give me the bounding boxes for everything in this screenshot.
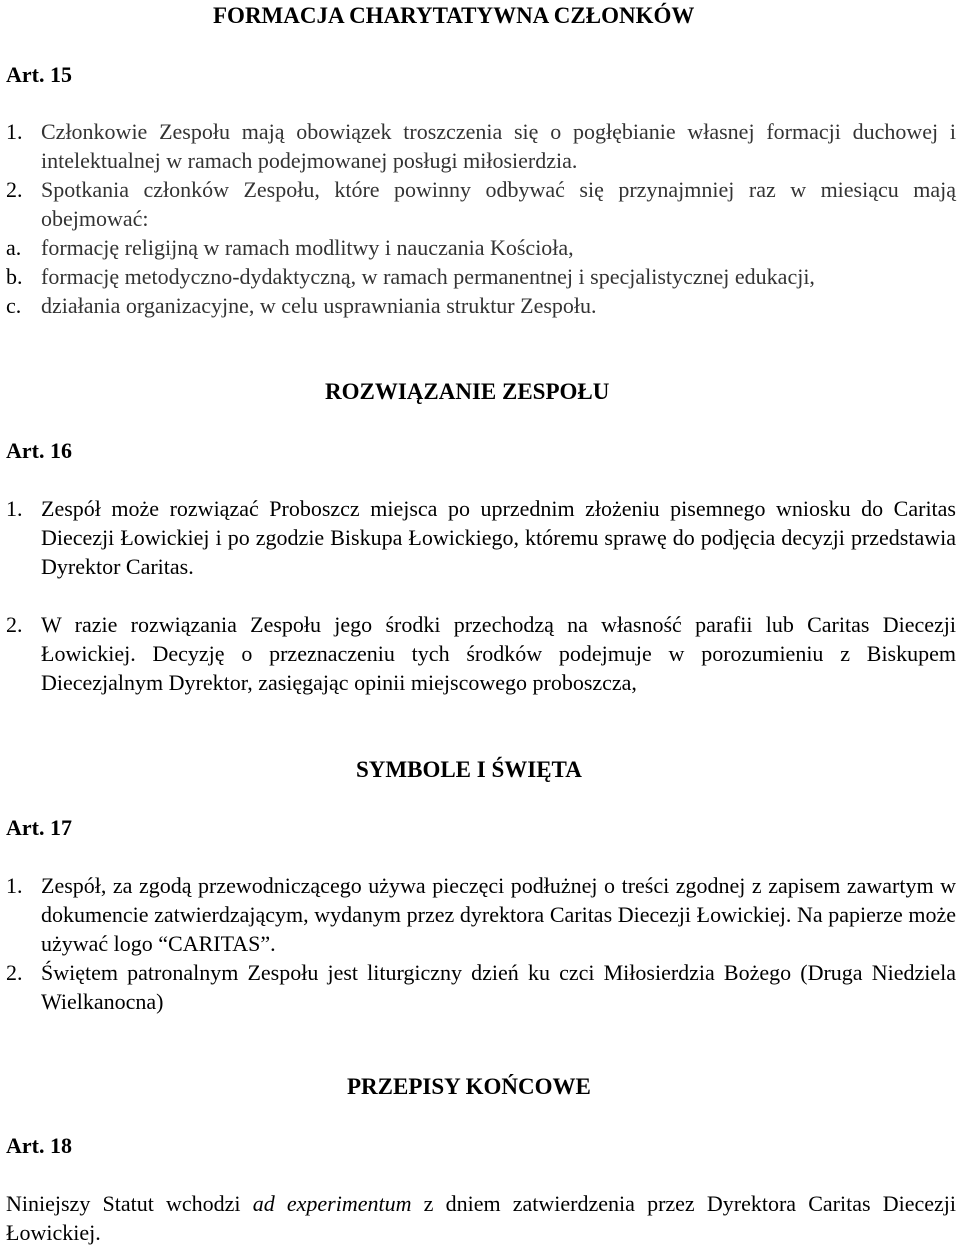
section-heading-przepisy: PRZEPISY KOŃCOWE — [347, 1074, 591, 1099]
list-item — [6, 262, 956, 291]
item-text: Spotkania członków Zespołu, które powinny odbywać się przynajmniej raz w miesiącu mają obejmować: — [41, 177, 956, 231]
item-text: formację metodyczno-dydaktyczną, w ramach permanentnej i specjalistycznej edukacji, — [41, 264, 815, 289]
list-item — [6, 871, 956, 958]
list-item — [6, 494, 956, 581]
list-item — [6, 291, 956, 320]
item-text: W razie rozwiązania Zespołu jego środki przechodzą na własność parafii lub Caritas Diecezji Łowickiej. Decyzję o przeznaczeniu tych środków podejmuje w porozumieniu z Biskupem Diecezjalnym Dyrektor, zasięgając opinii miejscowego proboszcza, — [41, 612, 956, 695]
final-text-after: z dniem zatwierdzenia przez Dyrektora Caritas Diecezji Łowickiej. — [6, 1191, 956, 1245]
section-heading-symbole: SYMBOLE I ŚWIĘTA — [356, 757, 582, 782]
item-text: działania organizacyjne, w celu usprawniania struktur Zespołu. — [41, 293, 597, 318]
item-number: 2. — [6, 177, 23, 202]
list-item — [6, 117, 956, 175]
list-item — [6, 233, 956, 262]
item-number: 2. — [6, 960, 23, 985]
final-text-before: Niniejszy Statut wchodzi — [6, 1191, 241, 1216]
list-item — [6, 958, 956, 1016]
final-paragraph — [6, 1189, 956, 1247]
list-item — [6, 610, 956, 697]
final-text-italic: ad experimentum — [252, 1191, 412, 1216]
item-number: 1. — [6, 496, 23, 521]
item-number: 1. — [6, 873, 23, 898]
item-letter: b. — [6, 264, 23, 289]
item-number: 1. — [6, 119, 23, 144]
item-text: Członkowie Zespołu mają obowiązek troszczenia się o pogłębianie własnej formacji duchowej i intelektualnej w ramach podejmowanej posługi miłosierdzia. — [41, 119, 956, 173]
item-text: Zespół, za zgodą przewodniczącego używa pieczęci podłużnej o treści zgodnej z zapisem zawartym w dokumencie zatwierdzającym, wydanym przez dyrektora Caritas Diecezji Łowickiej. Na papierze może używać logo “CARITAS”. — [41, 873, 956, 956]
section-heading-rozwiazanie: ROZWIĄZANIE ZESPOŁU — [325, 379, 610, 404]
item-number: 2. — [6, 612, 23, 637]
item-letter: c. — [6, 293, 22, 318]
item-letter: a. — [6, 235, 22, 260]
list-item — [6, 175, 956, 233]
article-number-17: Art. 17 — [6, 815, 72, 840]
item-text: Świętem patronalnym Zespołu jest liturgiczny dzień ku czci Miłosierdzia Bożego (Druga Niedziela Wielkanocna) — [41, 960, 956, 1014]
article-number-18: Art. 18 — [6, 1133, 72, 1158]
item-text: formację religijną w ramach modlitwy i nauczania Kościoła, — [41, 235, 574, 260]
section-heading-formacja: FORMACJA CHARYTATYWNA CZŁONKÓW — [213, 3, 695, 28]
article-number-15: Art. 15 — [6, 62, 72, 87]
item-text: Zespół może rozwiązać Proboszcz miejsca po uprzednim złożeniu pisemnego wniosku do Caritas Diecezji Łowickiej i po zgodzie Biskupa Łowickiego, któremu sprawę do podjęcia decyzji przedstawia Dyrektor Caritas. — [41, 496, 956, 579]
article-number-16: Art. 16 — [6, 438, 72, 463]
